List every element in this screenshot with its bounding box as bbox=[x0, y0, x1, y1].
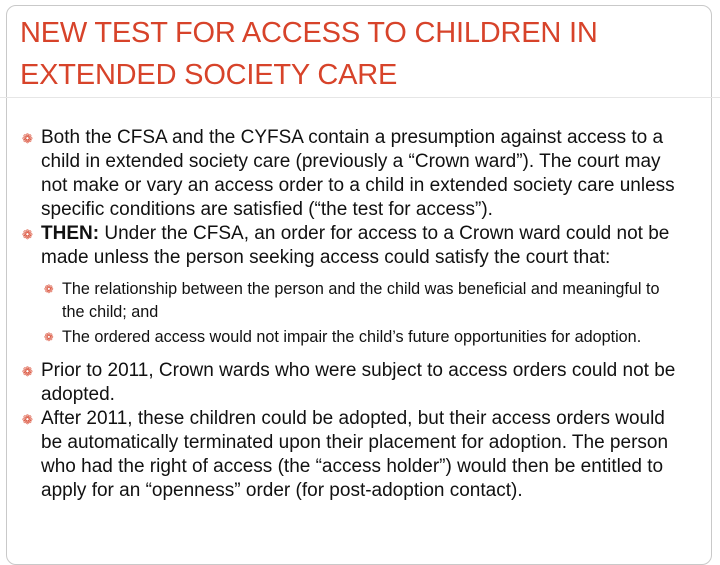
bullet-after-2011 bbox=[0, 407, 691, 503]
sub-bullet-text: The ordered access would not impair the child’s future opportunities for adoption. bbox=[62, 328, 642, 346]
bullet-prior-2011 bbox=[0, 359, 691, 407]
bullet-icon: ❁ bbox=[44, 284, 54, 296]
sub-bullet-list bbox=[0, 278, 720, 349]
sub-bullet-adoption bbox=[0, 326, 682, 349]
bullet-icon: ❁ bbox=[22, 412, 33, 427]
bullet-text: After 2011, these children could be adopted, but their access orders would be automatically terminated upon their placement for adoption. The person who had the right of access (the “access holder”) would then be entitled to apply for an “openness” order (for post-adoption contact). bbox=[41, 408, 669, 501]
bullet-text: Under the CFSA, an order for access to a Crown ward could not be made unless the person seeking access could satisfy the court that: bbox=[41, 223, 670, 268]
bullet-presumption bbox=[0, 126, 691, 222]
bullet-then bbox=[0, 222, 691, 270]
sub-bullet-relationship bbox=[0, 278, 682, 324]
bullet-text: Both the CFSA and the CYFSA contain a presumption against access to a child in extended society care (previously a “Crown ward”). The court may not make or vary an access order to a child in extended society care unless specific conditions are satisfied (“the test for access”). bbox=[41, 127, 675, 220]
bullet-lead: THEN: bbox=[41, 223, 100, 244]
bullet-text: Prior to 2011, Crown wards who were subject to access orders could not be adopted. bbox=[41, 360, 676, 405]
bullet-icon: ❁ bbox=[22, 131, 33, 146]
bullet-icon: ❁ bbox=[22, 364, 33, 379]
bullet-icon: ❁ bbox=[22, 227, 33, 242]
slide-title: NEW TEST FOR ACCESS TO CHILDREN IN EXTENDED SOCIETY CARE bbox=[20, 17, 598, 91]
slide-body bbox=[0, 126, 720, 503]
bullet-icon: ❁ bbox=[44, 332, 54, 344]
title-divider bbox=[0, 97, 720, 98]
sub-bullet-text: The relationship between the person and the child was beneficial and meaningful to the child; and bbox=[62, 280, 660, 321]
